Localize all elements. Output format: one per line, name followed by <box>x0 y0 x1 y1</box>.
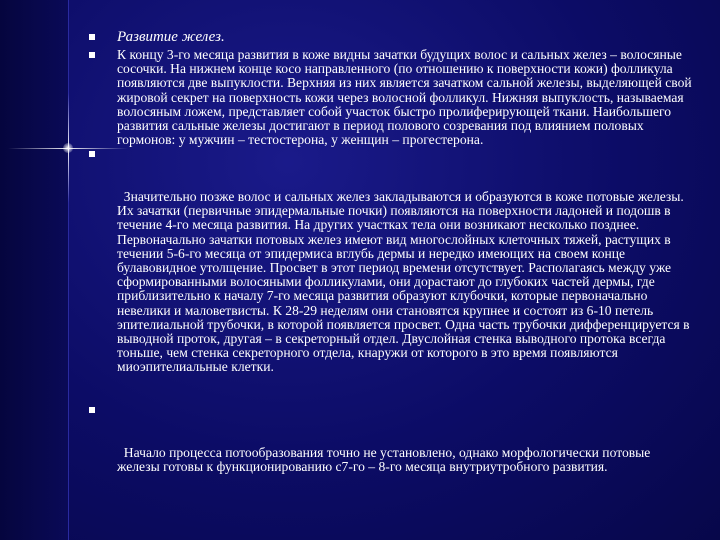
square-bullet-icon <box>89 407 95 413</box>
square-bullet-icon <box>89 34 95 40</box>
list-item-paragraph-1 <box>88 48 692 147</box>
paragraph-sweat-onset: Начало процесса потообразования точно не установлено, однако морфологически потовые железы готовы к функционированию с7-го – 8-го месяца внутриутробного развития. <box>117 444 654 474</box>
list-item-paragraph-2 <box>88 147 692 403</box>
list-item-paragraph-3 <box>88 403 692 502</box>
square-bullet-icon <box>89 151 95 157</box>
left-decorative-band <box>0 0 68 540</box>
band-divider <box>68 0 69 540</box>
square-bullet-icon <box>89 52 95 58</box>
paragraph-sebaceous-glands: К концу 3-го месяца развития в коже видны зачатки будущих волос и сальных желез – волосяные сосочки. На нижнем конце косо направленного (по отношению к поверхности кожи) фолликула появляются две выпуклости. Верхняя из них является зачатком сальной железы, выделяющей свой жировой секрет на поверхность кожи через волосной фолликул. Нижняя выпуклость, называемая волосяным ложем, представляет собой участок быстро пролиферирующей ткани. Наибольшего развития сальные железы достигают в период полового созревания под влиянием половых гормонов: у мужчин – тестостерона, у женщин – прогестерона. <box>117 47 692 148</box>
list-item-title <box>88 30 692 45</box>
paragraph-sweat-glands: Значительно позже волос и сальных желез закладываются и образуются в коже потовые железы. Их зачатки (первичные эпидермальные почки) появляются на поверхности ладоней и подошв в течение 4-го месяца развития. На других участках тела они возникают несколько позднее. Первоначально зачатки потовых желез имеют вид многослойных клеточных тяжей, растущих в течении 5-6-го месяца от эпидермиса вглубь дермы и нередко имеющих на своем конце булавовидное утолщение. Просвет в этот период времени отсутствует. Располагаясь между уже сформированными волосяными фолликулами, они дорастают до глубоких частей дермы, где приблизительно к началу 7-го месяца развития образуют клубочки, которые первоначально невелики и маловетвисты. К 28-29 неделям они становятся крупнее и состоят из 6-10 петель эпителиальной трубочки, в которой появляется просвет. Одна часть трубочки дифференцируется в выводной проток, другая – в секреторный отдел. Двуслойная стенка выводного протока всегда тоньше, чем стенка секреторного отдела, кнаружи от которого в это время появляются миоэпителиальные клетки. <box>117 189 694 375</box>
slide-title: Развитие желез. <box>117 29 225 45</box>
slide-content <box>88 30 692 503</box>
